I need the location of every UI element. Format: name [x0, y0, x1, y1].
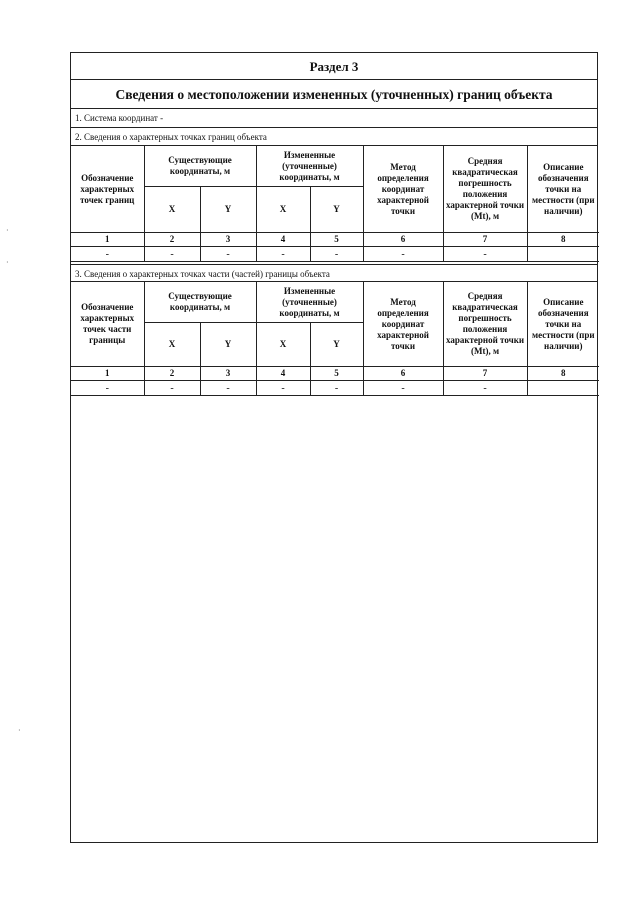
col-mean-error: Средняя квадратическая погрешность положения характерной точки (Mt), м	[443, 146, 527, 233]
table-cell: -	[363, 247, 443, 262]
column-number: 3	[200, 367, 256, 381]
column-number: 7	[443, 367, 527, 381]
col-mean-error: Средняя квадратическая погрешность положения характерной точки (Mt), м	[443, 282, 527, 367]
column-number: 1	[71, 233, 144, 247]
table-cell: -	[200, 381, 256, 396]
table-cell: -	[71, 381, 144, 396]
column-number: 2	[144, 233, 200, 247]
col-existing-coords: Существующие координаты, м	[144, 146, 256, 187]
table-cell: -	[310, 247, 363, 262]
column-number: 8	[527, 367, 599, 381]
column-number: 5	[310, 367, 363, 381]
column-number: 6	[363, 233, 443, 247]
col-existing-coords: Существующие координаты, м	[144, 282, 256, 323]
col-changed-coords: Измененные (уточненные) координаты, м	[256, 146, 363, 187]
col-description: Описание обозначения точки на местности (при наличии)	[527, 146, 599, 233]
col-changed-y: Y	[310, 187, 363, 233]
table-cell: -	[71, 247, 144, 262]
table-cell: -	[256, 247, 310, 262]
table-cell: -	[363, 381, 443, 396]
col-changed-x: X	[256, 323, 310, 367]
table-cell	[527, 381, 599, 396]
column-number: 4	[256, 233, 310, 247]
part3-heading: 3. Сведения о характерных точках части (частей) границы объекта	[71, 264, 597, 282]
col-method: Метод определения координат характерной точки	[363, 282, 443, 367]
scan-mark: ·	[6, 226, 9, 235]
table-row	[71, 381, 599, 396]
col-existing-x: X	[144, 187, 200, 233]
coordinate-system-row: 1. Система координат -	[71, 109, 597, 128]
table-cell: -	[443, 247, 527, 262]
table-cell: -	[310, 381, 363, 396]
column-number: 5	[310, 233, 363, 247]
document-title: Сведения о местоположении измененных (уточненных) границ объекта	[71, 80, 597, 109]
part2-heading: 2. Сведения о характерных точках границ объекта	[71, 128, 597, 146]
col-designation: Обозначение характерных точек части границы	[71, 282, 144, 367]
column-number: 3	[200, 233, 256, 247]
document-frame	[70, 52, 598, 843]
col-description: Описание обозначения точки на местности (при наличии)	[527, 282, 599, 367]
column-number: 7	[443, 233, 527, 247]
boundary-part-points-table	[71, 282, 599, 396]
column-number: 2	[144, 367, 200, 381]
boundary-points-table	[71, 146, 599, 262]
column-number: 1	[71, 367, 144, 381]
column-number: 4	[256, 367, 310, 381]
table-cell: -	[144, 247, 200, 262]
col-existing-x: X	[144, 323, 200, 367]
col-existing-y: Y	[200, 323, 256, 367]
col-changed-coords: Измененные (уточненные) координаты, м	[256, 282, 363, 323]
table-cell: -	[256, 381, 310, 396]
table-row	[71, 247, 599, 262]
col-changed-x: X	[256, 187, 310, 233]
column-number: 8	[527, 233, 599, 247]
col-designation: Обозначение характерных точек границ	[71, 146, 144, 233]
table-cell: -	[443, 381, 527, 396]
table-cell: -	[200, 247, 256, 262]
table-cell	[527, 247, 599, 262]
col-changed-y: Y	[310, 323, 363, 367]
col-existing-y: Y	[200, 187, 256, 233]
table-cell: -	[144, 381, 200, 396]
section-title: Раздел 3	[71, 53, 597, 80]
scan-mark: ·	[18, 726, 21, 735]
scan-mark: ·	[6, 258, 9, 267]
col-method: Метод определения координат характерной точки	[363, 146, 443, 233]
column-number: 6	[363, 367, 443, 381]
